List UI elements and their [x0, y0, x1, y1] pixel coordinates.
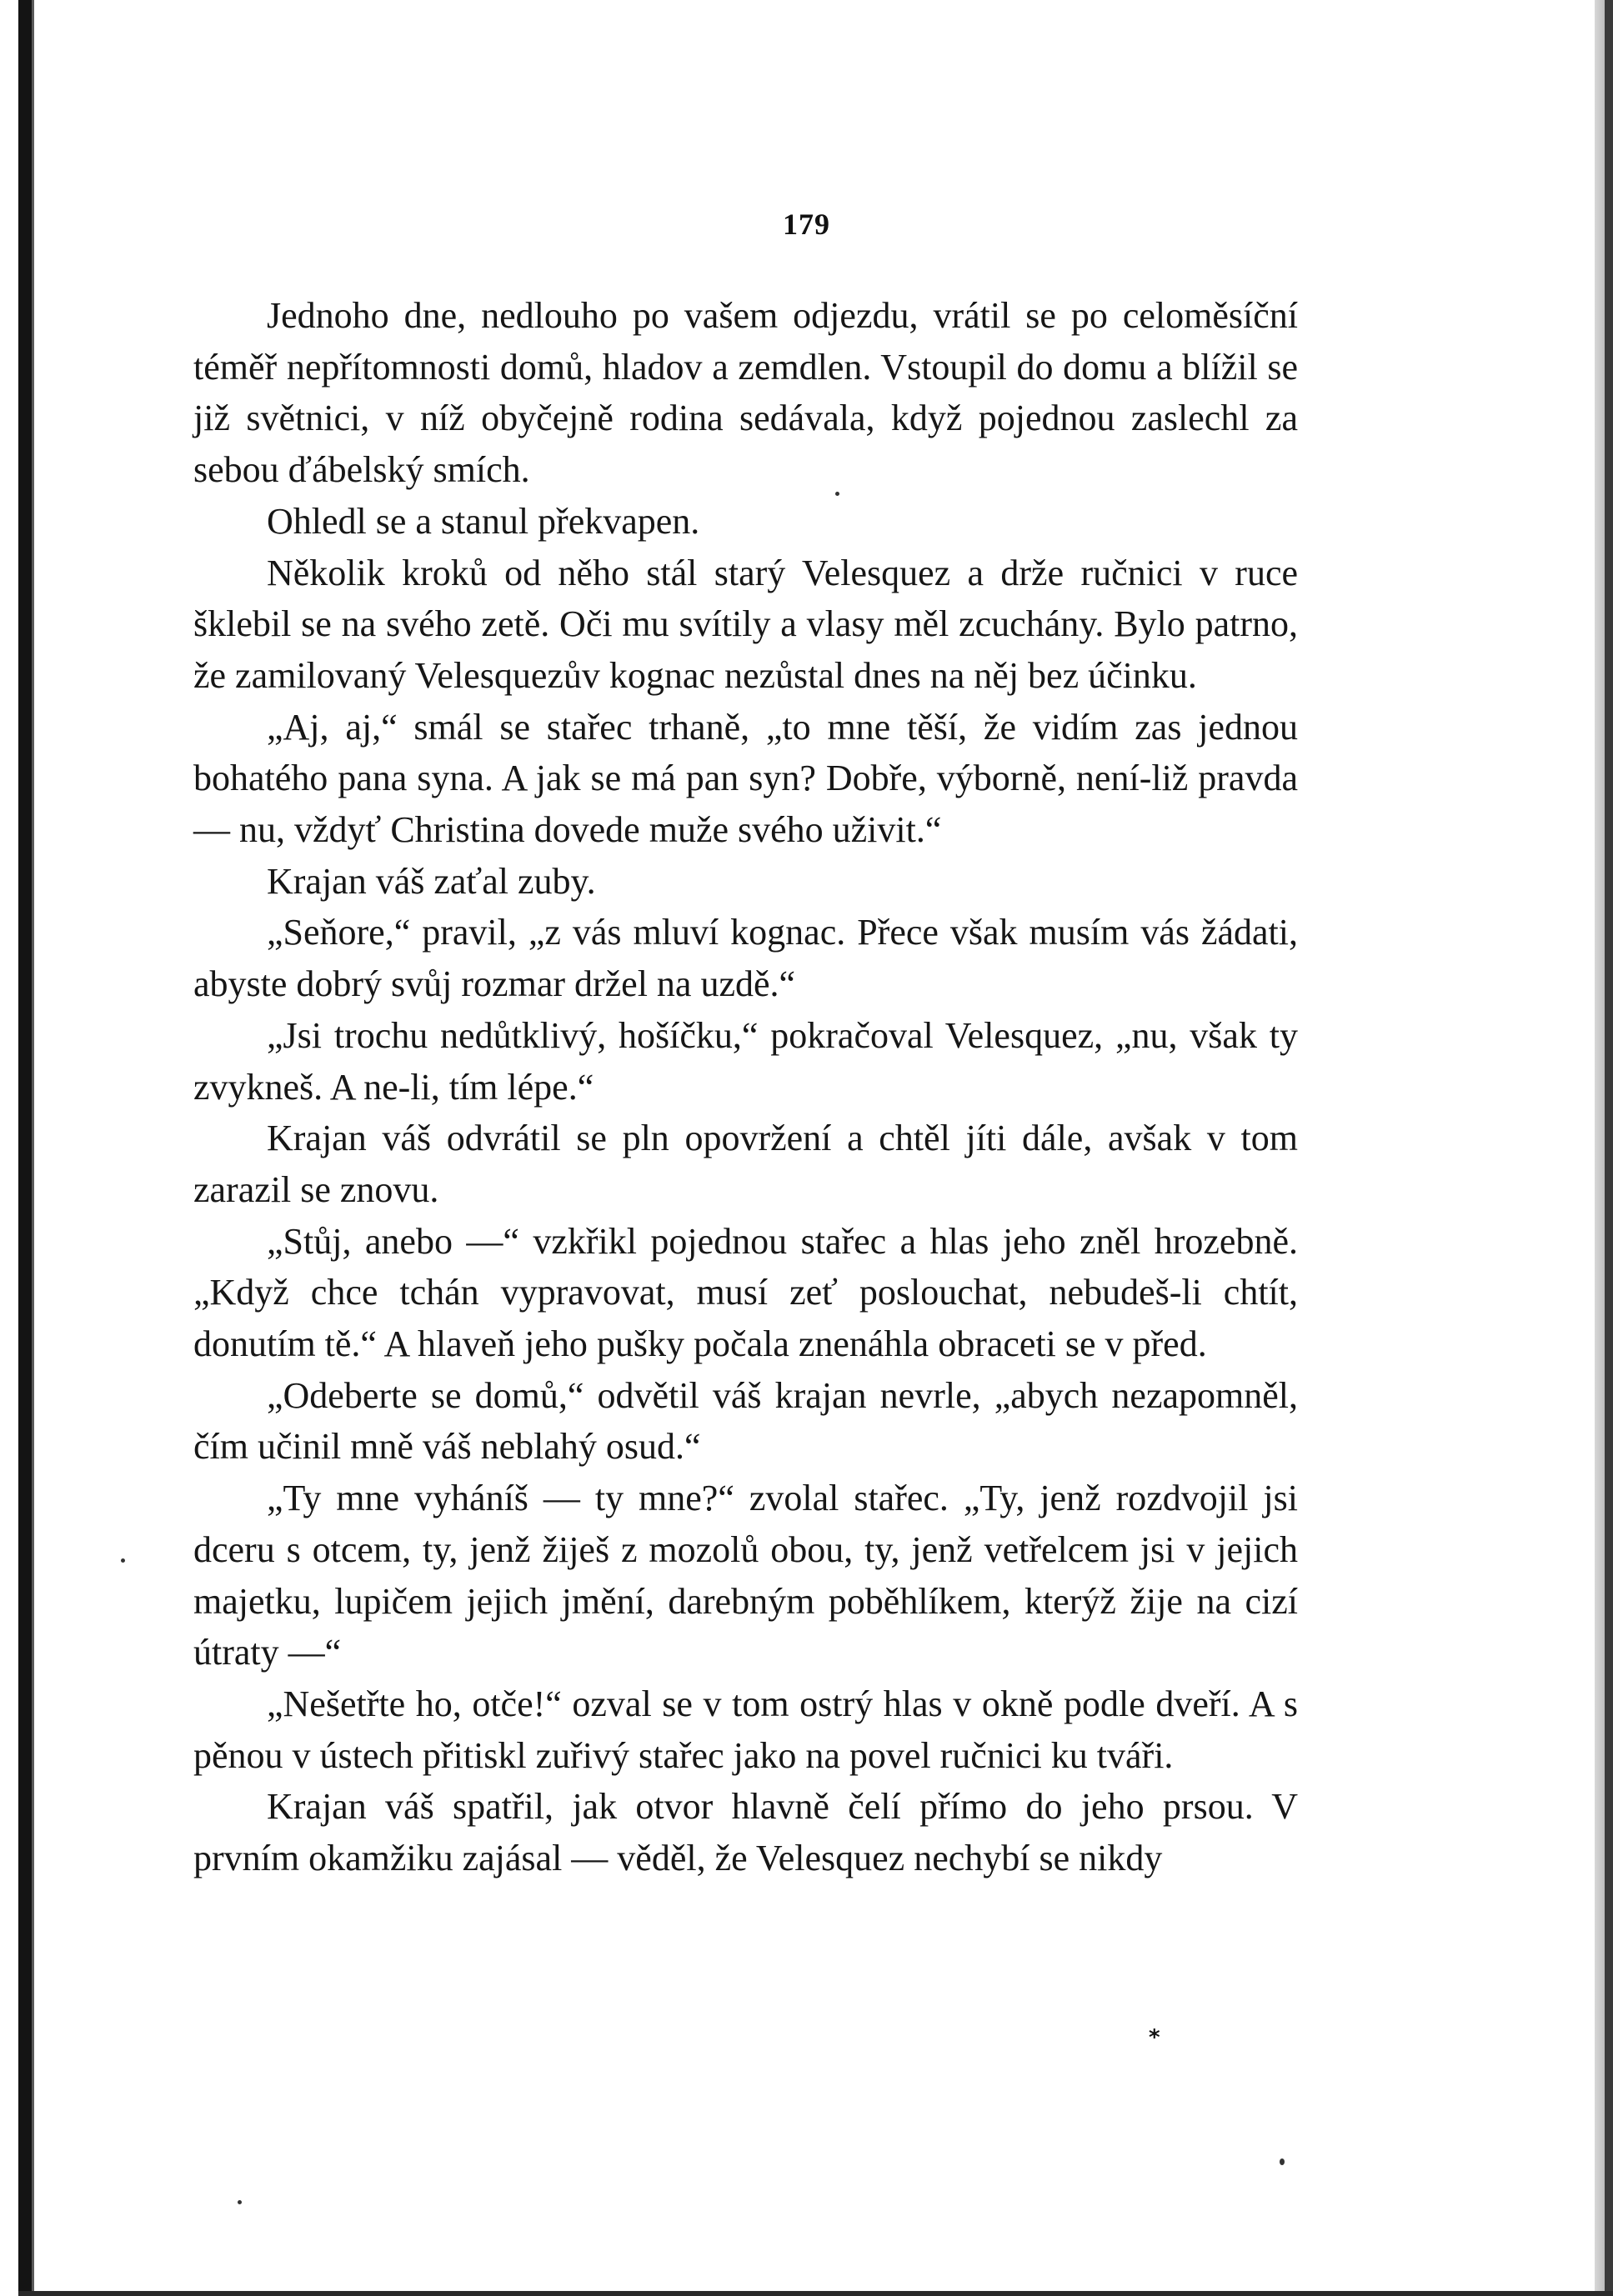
scan-border-left: [18, 0, 32, 2296]
paragraph: „Odeberte se domů,“ odvětil váš krajan nevrle, „abych nezapomněl, čím učinil mně váš neblahý osud.“: [193, 1374, 1298, 1468]
scan-speck: [238, 2200, 242, 2204]
paragraph: Několik kroků od něho stál starý Velesquez a drže ručnici v ruce šklebil se na svého zetě. Oči mu svítily a vlasy měl zcuchány. Bylo patrno, že zamilovaný Velesquezův kognac nezůstal dnes na něj bez účinku.: [193, 552, 1298, 696]
page-number: 179: [783, 208, 830, 241]
paragraph: „Seňore,“ pravil, „z vás mluví kognac. Přece však musím vás žádati, abyste dobrý svůj rozmar držel na uzdě.“: [193, 912, 1298, 1005]
paragraph: Jednoho dne, nedlouho po vašem odjezdu, vrátil se po celoměsíční téměř nepřítomnosti domů, hladov a zemdlen. Vstoupil do domu a blížil se již světnici, v níž obyčejně rodina sedávala, když pojednou zaslechl za sebou ďábelský smích.: [193, 295, 1298, 491]
scan-border-right: [1605, 0, 1613, 2296]
paragraph: „Nešetřte ho, otče!“ ozval se v tom ostrý hlas v okně podle dveří. A s pěnou v ústech přitiskl zuřivý stařec jako na povel ručnici ku tváři.: [193, 1683, 1298, 1776]
scan-border-right-shadow: [1595, 0, 1605, 2296]
scan-border-bottom: [18, 2291, 1613, 2296]
scan-border-left-shadow: [32, 0, 34, 2296]
scan-speck: [1280, 2158, 1285, 2165]
paragraph: „Jsi trochu nedůtklivý, hošíčku,“ pokračoval Velesquez, „nu, však ty zvykneš. A ne-li, tím lépe.“: [193, 1014, 1298, 1108]
paragraph: Ohledl se a stanul překvapen.: [267, 500, 700, 542]
paragraph: Krajan váš spatřil, jak otvor hlavně čelí přímo do jeho prsou. V prvním okamžiku zajásal — věděl, že Velesquez nechybí se nikdy: [193, 1786, 1298, 1879]
body-text: [193, 290, 1298, 1884]
paragraph: „Aj, aj,“ smál se stařec trhaně, „to mne těší, že vidím zas jednou bohatého pana syna. A jak se má pan syn? Dobře, výborně, není-liž pravda — nu, vždyť Christina dovede muže svého uživit.“: [193, 706, 1298, 851]
footer-signature-mark: *: [1149, 2025, 1160, 2050]
paragraph: „Ty mne vyháníš — ty mne?“ zvolal stařec. „Ty, jenž rozdvojil jsi dceru s otcem, ty, jenž žiješ z mozolů obou, ty, jenž vetřelcem jsi v jejich majetku, lupičem jejich jmění, darebným poběhlíkem, kterýž žije na cizí útraty —“: [193, 1478, 1298, 1673]
scan-speck: [121, 1558, 125, 1563]
paragraph: Krajan váš zaťal zuby.: [267, 860, 596, 902]
paragraph: Krajan váš odvrátil se pln opovržení a chtěl jíti dále, avšak v tom zarazil se znovu.: [193, 1118, 1298, 1210]
paragraph: „Stůj, anebo —“ vzkřikl pojednou stařec a hlas jeho zněl hrozebně. „Když chce tchán vypravovat, musí zeť poslouchat, nebudeš-li chtít, donutím tě.“ A hlaveň jeho pušky počala znenáhla obraceti se v před.: [193, 1220, 1298, 1365]
